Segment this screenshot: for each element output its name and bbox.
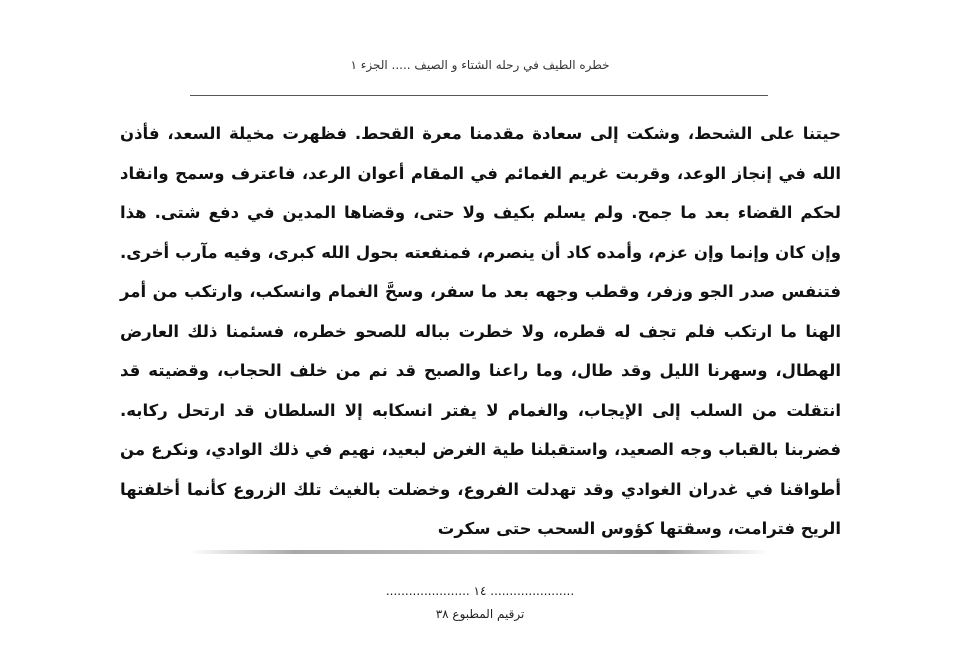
footer-divider xyxy=(190,550,768,554)
running-header: خطره الطيف في رحله الشتاء و الصيف ..... الجزء ١ xyxy=(350,58,610,72)
body-paragraph: حيتنا على الشحط، وشكت إلى سعادة مقدمنا معرة القحط. فظهرت مخيلة السعد، فأذن الله في إنجاز الوعد، وقربت غريم الغمائم في المقام أعوان الرعد، فاعترف وسمح وانقاد لحكم القضاء بعد ما جمح. ولم يسلم بكيف ولا حتى، وقضاها المدين في دفع شتى. هذا وإن كان وإنما وإن عزم، وأمده كاد أن ينصرم، فمنفعته بحول الله كبرى، وفيه مآرب أخرى. فتنفس صدر الجو وزفر، وقطب وجهه بعد ما سفر، وسحَّ الغمام وانسكب، وارتكب من أمر الهنا ما ارتكب فلم تجف له قطره، ولا خطرت بباله للصحو خطره، فسئمنا ذلك العارض الهطال، وسهرنا الليل وقد طال، وما راعنا والصبح قد نم من خلف الحجاب، وقضيته قد انتقلت من السلب إلى الإيجاب، والغمام لا يفتر انسكابه إلا السلطان قد ارتحل ركابه. فضربنا بالقباب وجه الصعيد، واستقبلنا طية الغرض لبعيد، نهيم في ذلك الوادي، ونكرع من أطواقنا في غدران الغوادي وقد تهدلت الفروع، وخضلت بالغيث تلك الزروع كأنما أخلفتها الريح فترامت، وسقتها كؤوس السحب حتى سكرت xyxy=(120,124,841,538)
print-page-number: ترقيم المطبوع ٣٨ xyxy=(435,607,525,621)
header-divider xyxy=(190,95,768,96)
page-number: ...................... ١٤ ...................... xyxy=(385,584,575,598)
